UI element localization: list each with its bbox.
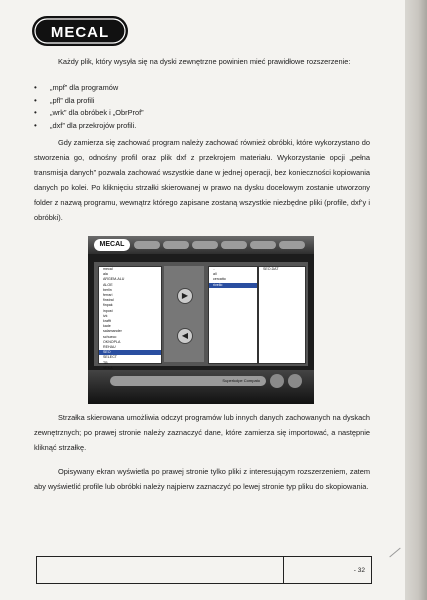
file-row: ARGEM-ALU bbox=[103, 277, 125, 282]
screenshot-statusbar bbox=[88, 370, 314, 404]
binder-edge bbox=[405, 0, 427, 600]
file-row: ALOE bbox=[103, 282, 113, 287]
screenshot-tab bbox=[163, 241, 189, 249]
list-item: • „mpf” dla programów bbox=[34, 82, 144, 95]
screenshot-button bbox=[270, 374, 284, 388]
screenshot-button bbox=[288, 374, 302, 388]
target-file-list bbox=[258, 266, 306, 364]
file-row: kade bbox=[103, 324, 111, 329]
screenshot-tab bbox=[134, 241, 160, 249]
file-row: SELECT bbox=[103, 355, 117, 360]
file-row: OKNOPLA bbox=[103, 339, 121, 344]
source-folder-tree bbox=[98, 266, 162, 370]
screenshot-logo: MECAL bbox=[94, 239, 130, 251]
program-screenshot bbox=[88, 236, 314, 404]
screenshot-tab bbox=[250, 241, 276, 249]
list-item: • „wrk” dla obróbek i „ObrProf” bbox=[34, 107, 144, 120]
file-row: rivello bbox=[209, 283, 257, 288]
file-row: finstral bbox=[103, 298, 114, 303]
list-item: • „pfl” dla profili bbox=[34, 95, 144, 108]
file-row: TB bbox=[103, 360, 108, 365]
file-row: ferrari bbox=[103, 293, 113, 298]
target-folder-list bbox=[208, 266, 258, 364]
file-row: ala bbox=[103, 272, 108, 277]
list-item: • „dxf” dla przekrojów profili. bbox=[34, 120, 144, 133]
intro-paragraph: Każdy plik, który wysyła się na dyski zewnętrzne powinien mieć prawidłowe rozszerzenie: bbox=[58, 57, 351, 66]
screenshot-tab bbox=[279, 241, 305, 249]
logo-text: MECAL bbox=[50, 24, 110, 41]
file-row: mecal bbox=[103, 267, 113, 271]
file-row: all bbox=[213, 272, 217, 277]
paragraph-full-transmission: Gdy zamierza się zachować program należy zachować również obróbki, które wykorzystano do stworzenia go, odnośny profil oraz plik dxf z przekrojem materiału. Wykorzystanie opcji „pełna transmisja danych” pozwala zachować wszystkie dane w jednej operacji, bez konieczności kopiowania danych po kolei. Po kliknięciu strzałki skierowanej w prawo na dysku docelowym zostanie utworzony folder z nazwą programu, wewnątrz którego zapisane zostaną wszystkie niezbędne pliki (profile, dxf’y i obróbki). bbox=[34, 138, 370, 222]
pen-mark bbox=[389, 548, 400, 558]
file-row: berlin bbox=[103, 287, 112, 292]
page-number: - 32 bbox=[353, 567, 365, 574]
file-row: VEKA bbox=[103, 365, 113, 370]
file-row: SEO bbox=[99, 350, 161, 355]
screenshot-bar-label: Superkolpe Compato bbox=[222, 378, 260, 383]
file-row: salamander bbox=[103, 329, 122, 334]
file-row: krafft bbox=[103, 319, 111, 324]
screenshot-body bbox=[94, 262, 308, 370]
file-row: schueco bbox=[103, 334, 117, 339]
screenshot-tabs bbox=[134, 241, 305, 249]
arrow-left-icon: ◀ bbox=[177, 328, 193, 344]
file-row: finpak bbox=[103, 303, 113, 308]
file-row: REHAU bbox=[103, 345, 116, 350]
screenshot-progress-bar bbox=[110, 376, 266, 386]
extension-list bbox=[34, 82, 144, 132]
paragraph-import-arrow: Strzałka skierowana umożliwia odczyt programów lub innych danych zachowanych na dyskach zewnętrznych; po prawej stronie należy zaznaczyć dane, które zamierza się importować, a następnie kliknąć strzałkę. bbox=[34, 413, 370, 452]
mecal-logo bbox=[30, 12, 130, 50]
file-row: .. bbox=[213, 267, 215, 271]
screenshot-toolbar bbox=[88, 236, 314, 254]
file-row: cercatto bbox=[213, 277, 226, 282]
footer-divider bbox=[283, 557, 284, 583]
file-row: SEO.DAT bbox=[263, 267, 279, 271]
transfer-arrows bbox=[164, 266, 204, 362]
file-row: ivk bbox=[103, 313, 108, 318]
screenshot-tab bbox=[221, 241, 247, 249]
page-footer bbox=[36, 556, 372, 584]
screenshot-tab bbox=[192, 241, 218, 249]
arrow-right-icon: ▶ bbox=[177, 288, 193, 304]
paragraph-file-filter: Opisywany ekran wyświetla po prawej stronie tylko pliki z interesującym rozszerzeniem, zatem aby wyświetlić profile lub obróbki należy najpierw zaznaczyć po lewej stronie typ pliku do skopiowania. bbox=[34, 467, 370, 491]
file-row: inpost bbox=[103, 308, 113, 313]
